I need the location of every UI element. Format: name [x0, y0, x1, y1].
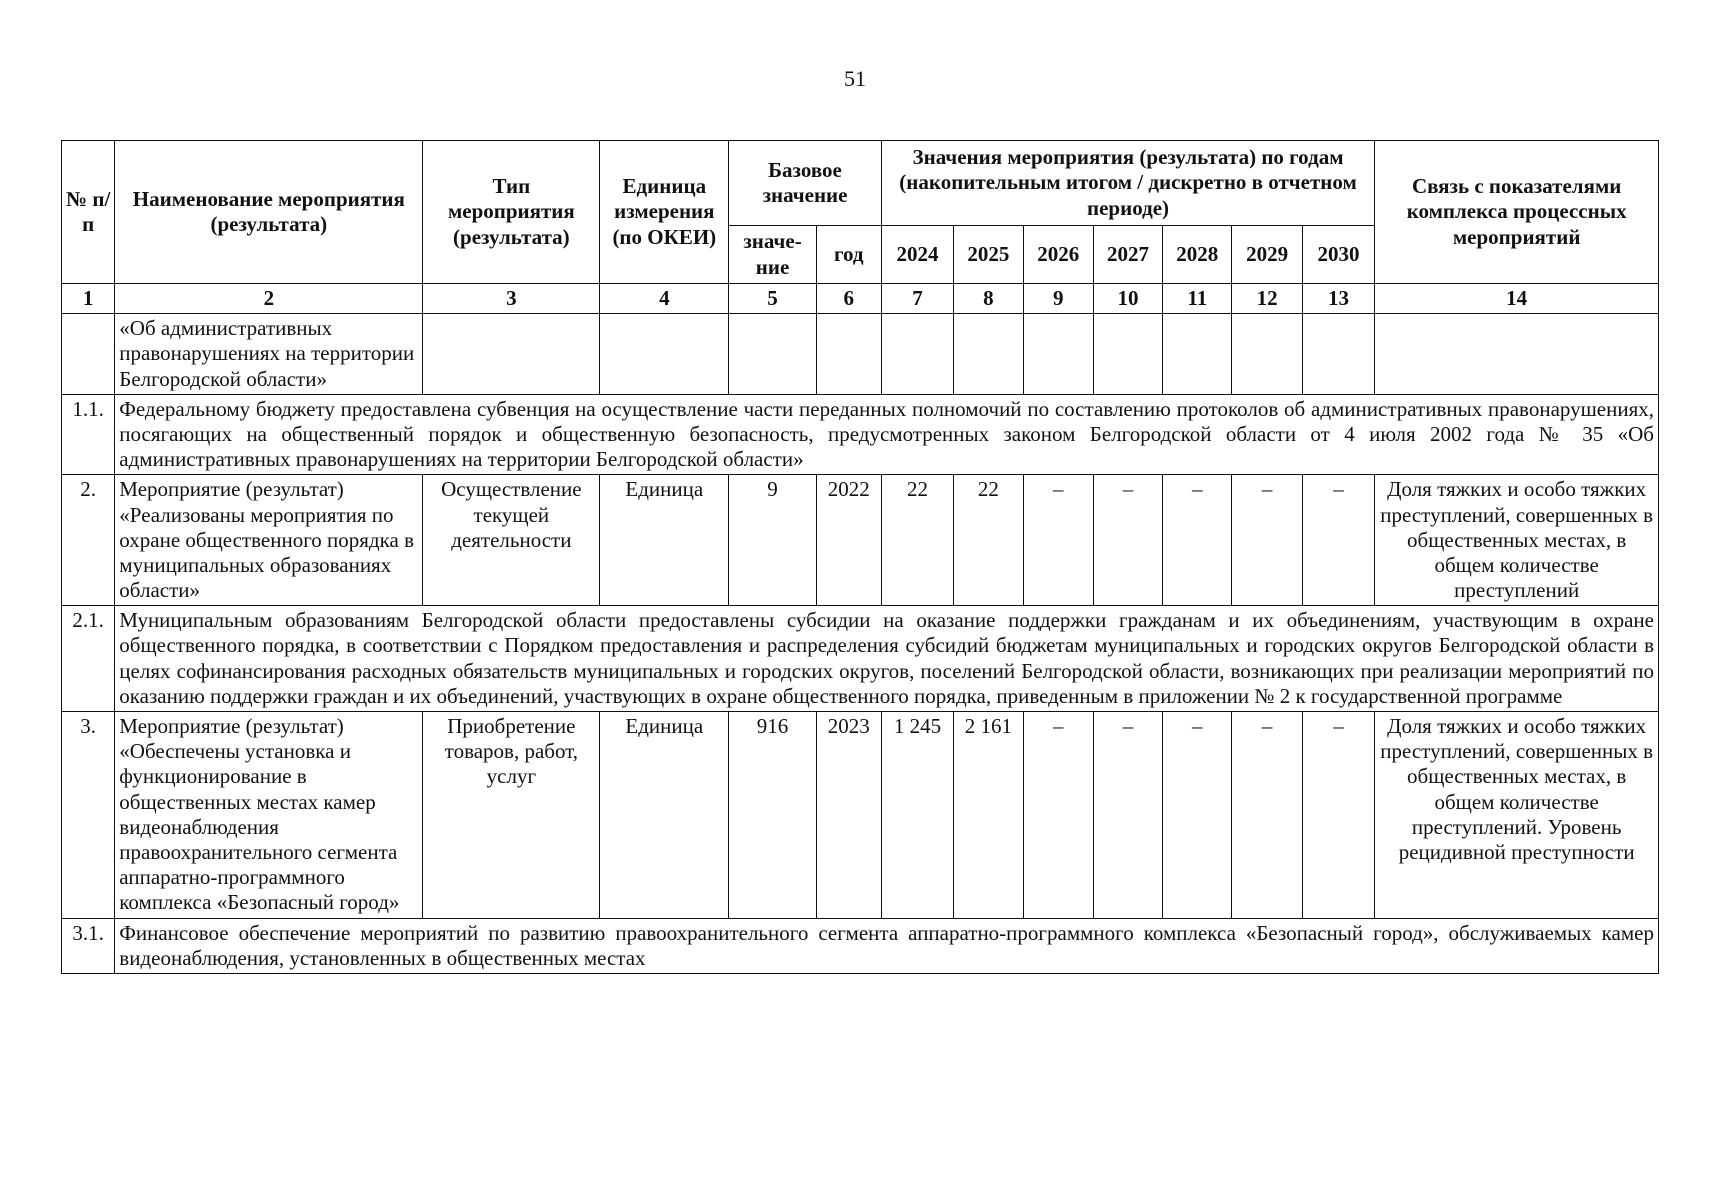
column-number: 11: [1163, 284, 1232, 314]
row-value-2025: 2 161: [954, 712, 1023, 919]
header-values: Значения мероприятия (результата) по годам (накопительным итогом / дискретно в отчетном периоде): [881, 141, 1375, 226]
row-link: Доля тяжких и особо тяжких преступлений, совершенных в общественных местах, в общем количестве преступлений. Уровень рецидивной преступности: [1375, 712, 1659, 919]
row-link: [1375, 314, 1659, 395]
header-unit: Единица измерения (по ОКЕИ): [600, 141, 729, 284]
header-name: Наименование мероприятия (результата): [115, 141, 423, 284]
row-value: [1232, 314, 1302, 395]
header-no: № п/п: [62, 141, 115, 284]
table-row-continuation: [62, 314, 1659, 395]
row-no: 2.1.: [62, 606, 115, 712]
column-number: 2: [115, 284, 423, 314]
column-number: 7: [881, 284, 953, 314]
header-row: [62, 141, 1659, 226]
row-base-value: 916: [729, 712, 816, 919]
row-no: 1.1.: [62, 394, 115, 475]
row-base-value: 9: [729, 475, 816, 606]
column-number: 9: [1023, 284, 1093, 314]
row-no: 3.1.: [62, 918, 115, 973]
row-text: Федеральному бюджету предоставлена субвенция на осуществление части переданных полномочий по составлению протоколов об административных правонарушениях, посягающих на общественный порядок и общественную безопасность, предусмотренных законом Белгородской области от 4 июля 2002 года № 35 «Об административных правонарушениях на территории Белгородской области»: [115, 394, 1659, 475]
table-row-3: [62, 712, 1659, 919]
page-number: 51: [844, 66, 866, 91]
row-no: 2.: [62, 475, 115, 606]
row-value: [1023, 314, 1093, 395]
table-row-1-1: [62, 394, 1659, 475]
row-value: [954, 314, 1023, 395]
column-number: 5: [729, 284, 816, 314]
column-number: 3: [423, 284, 600, 314]
row-value: [881, 314, 953, 395]
header-year: 2030: [1302, 226, 1375, 284]
row-text: Муниципальным образованиям Белгородской области предоставлены субсидии на оказание поддержки гражданам и их объединениям, участвующим в охране общественного порядка, в соответствии с Порядком предоставления и распределения субсидий бюджетам муниципальных и городских округов Белгородской области в целях софинансирования расходных обязательств муниципальных и городских округов, поселений Белгородской области, возникающих при реализации мероприятий по оказанию поддержки граждан и их объединений, участвующих в охране общественного порядка, приведенным в приложении № 2 к государственной программе: [115, 606, 1659, 712]
row-value: [1093, 314, 1162, 395]
row-value-2027: –: [1093, 712, 1162, 919]
row-value-2024: 1 245: [881, 712, 953, 919]
row-link: Доля тяжких и особо тяжких преступлений, совершенных в общественных местах, в общем количестве преступлений: [1375, 475, 1659, 606]
header-year: 2025: [954, 226, 1023, 284]
row-value-2030: –: [1302, 712, 1375, 919]
row-value-2025: 22: [954, 475, 1023, 606]
header-year: 2028: [1163, 226, 1232, 284]
header-year: 2024: [881, 226, 953, 284]
row-value-2028: –: [1163, 475, 1232, 606]
row-unit: Единица: [600, 475, 729, 606]
column-number: 4: [600, 284, 729, 314]
row-value: [1302, 314, 1375, 395]
column-number: 6: [816, 284, 881, 314]
row-type: [423, 314, 600, 395]
row-name: Мероприятие (результат) «Обеспечены установка и функционирование в общественных местах камер видеонаблюдения правоохранительного сегмента аппаратно-программного комплекса «Безопасный город»: [115, 712, 423, 919]
row-type: Осуществление текущей деятельности: [423, 475, 600, 606]
row-base-year: 2023: [816, 712, 881, 919]
header-type: Тип мероприятия (результата): [423, 141, 600, 284]
row-name: «Об административных правонарушениях на территории Белгородской области»: [115, 314, 423, 395]
header-year: 2026: [1023, 226, 1093, 284]
column-numbers-row: [62, 284, 1659, 314]
table-header: [62, 141, 1659, 284]
row-base-year: [816, 314, 881, 395]
column-number: 1: [62, 284, 115, 314]
row-base-year: 2022: [816, 475, 881, 606]
row-value: [1163, 314, 1232, 395]
row-text: Финансовое обеспечение мероприятий по развитию правоохранительного сегмента аппаратно-программного комплекса «Безопасный город», обслуживаемых камер видеонаблюдения, установленных в общественных местах: [115, 918, 1659, 973]
row-value-2029: –: [1232, 475, 1302, 606]
column-number: 8: [954, 284, 1023, 314]
column-number: 13: [1302, 284, 1375, 314]
header-link: Связь с показателями комплекса процессных мероприятий: [1375, 141, 1659, 284]
row-value-2028: –: [1163, 712, 1232, 919]
row-value-2026: –: [1023, 712, 1093, 919]
column-number: 14: [1375, 284, 1659, 314]
header-base: Базовое значение: [729, 141, 881, 226]
row-name: Мероприятие (результат) «Реализованы мероприятия по охране общественного порядка в муниципальных образованиях области»: [115, 475, 423, 606]
row-type: Приобретение товаров, работ, услуг: [423, 712, 600, 919]
activities-table: [61, 140, 1659, 974]
row-value-2029: –: [1232, 712, 1302, 919]
row-base-value: [729, 314, 816, 395]
table-row-2-1: [62, 606, 1659, 712]
row-unit: [600, 314, 729, 395]
header-base-year: год: [816, 226, 881, 284]
header-year: 2029: [1232, 226, 1302, 284]
table-row-2: [62, 475, 1659, 606]
row-unit: Единица: [600, 712, 729, 919]
row-no: [62, 314, 115, 395]
column-number: 10: [1093, 284, 1162, 314]
row-no: 3.: [62, 712, 115, 919]
header-year: 2027: [1093, 226, 1162, 284]
row-value-2030: –: [1302, 475, 1375, 606]
column-number: 12: [1232, 284, 1302, 314]
row-value-2027: –: [1093, 475, 1162, 606]
row-value-2024: 22: [881, 475, 953, 606]
row-value-2026: –: [1023, 475, 1093, 606]
header-base-value: значе-ние: [729, 226, 816, 284]
table-row-3-1: [62, 918, 1659, 973]
